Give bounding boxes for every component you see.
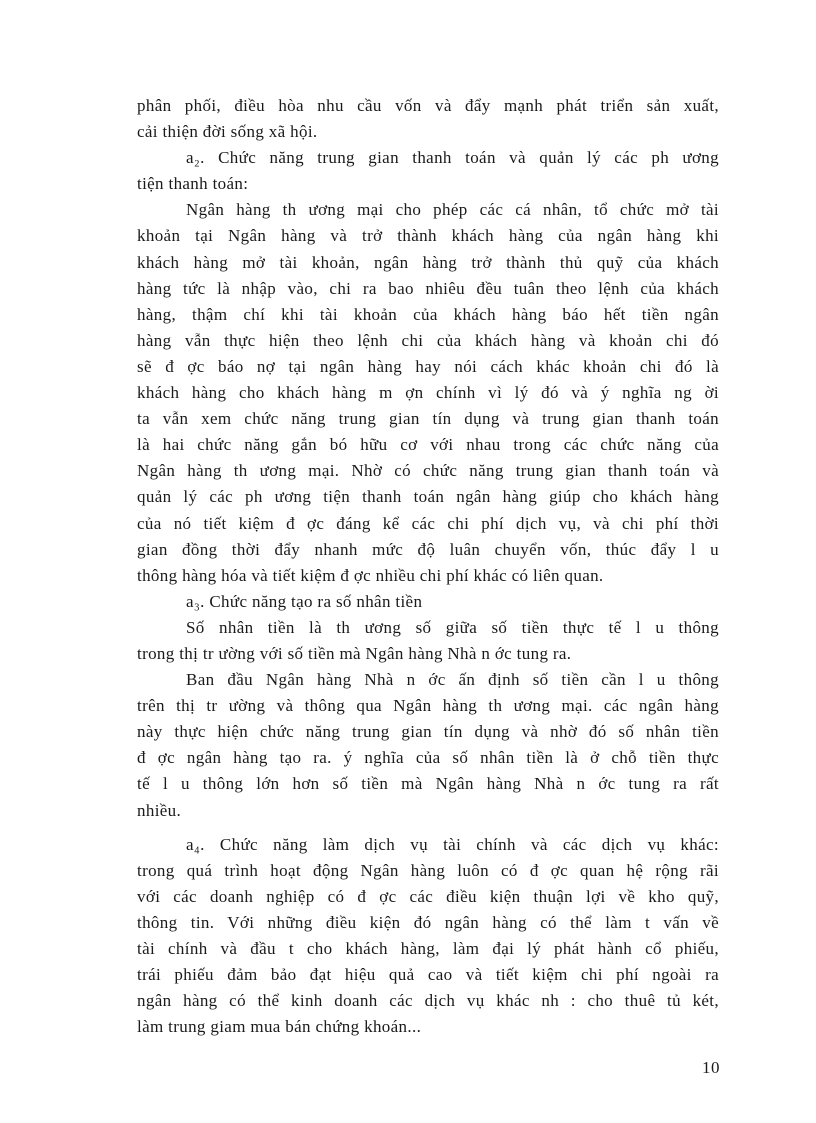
text-line: này thực hiện chức năng trung gian tín dụng và nhờ đó số nhân tiền — [137, 722, 719, 742]
text-line: ta vẫn xem chức năng trung gian tín dụng và trung gian thanh toán — [137, 409, 719, 429]
text-line: a₄. Chức năng làm dịch vụ tài chính và các dịch vụ khác: — [186, 834, 719, 854]
text-line: của nó tiết kiệm đ ợc đáng kể các chi phí dịch vụ, và chi phí thời — [137, 513, 719, 533]
text-line: gian đồng thời đẩy nhanh mức độ luân chuyển vốn, thúc đẩy l u — [137, 539, 719, 559]
text-line: trái phiếu đảm bảo đạt hiệu quả cao và tiết kiệm chi phí ngoài ra — [137, 965, 719, 985]
paragraph-gap — [137, 824, 719, 832]
text-line: khách hàng cho khách hàng m ợn chính vì lý đó và ý nghĩa ng ời — [137, 383, 719, 403]
text-line: hàng vẫn thực hiện theo lệnh chi của khách hàng và khoản chi đó — [137, 330, 719, 350]
text-line: phân phối, điều hòa nhu cầu vốn và đẩy mạnh phát triển sản xuất, — [137, 96, 719, 115]
text-line: a₂. Chức năng trung gian thanh toán và quản lý các ph ương — [186, 148, 719, 168]
body-text — [137, 93, 719, 1040]
text-line: tài chính và đầu t cho khách hàng, làm đại lý phát hành cổ phiếu, — [137, 939, 719, 958]
text-line: thông hàng hóa và tiết kiệm đ ợc nhiều chi phí khác có liên quan. — [137, 565, 604, 585]
text-line: sẽ đ ợc báo nợ tại ngân hàng hay nói cách khác khoản chi đó là — [137, 356, 719, 376]
text-line: tiện thanh toán: — [137, 174, 249, 194]
text-line: Ngân hàng th ương mại. Nhờ có chức năng trung gian thanh toán và — [137, 461, 719, 481]
text-line: đ ợc ngân hàng tạo ra. ý nghĩa của số nhân tiền là ở chỗ tiền thực — [137, 748, 719, 768]
text-line: a₃. Chức năng tạo ra số nhân tiền — [186, 591, 423, 611]
text-line: khoản tại Ngân hàng và trở thành khách hàng của ngân hàng khi — [137, 226, 719, 246]
text-line: khách hàng mở tài khoản, ngân hàng trở thành thủ quỹ của khách — [137, 252, 719, 272]
text-line: là hai chức năng gắn bó hữu cơ với nhau trong các chức năng của — [137, 435, 719, 455]
text-line: hàng tức là nhập vào, chi ra bao nhiêu đều tuân theo lệnh của khách — [137, 278, 719, 298]
text-line: Số nhân tiền là th ương số giữa số tiền thực tế l u thông — [186, 617, 719, 637]
text-line: cải thiện đời sống xã hội. — [137, 122, 318, 142]
text-line: trong thị tr ường với số tiền mà Ngân hàng Nhà n ớc tung ra. — [137, 643, 572, 663]
page-number: 10 — [702, 1058, 720, 1077]
text-line: trên thị tr ường và thông qua Ngân hàng th ương mại. các ngân hàng — [137, 696, 719, 716]
text-line: Ban đầu Ngân hàng Nhà n ớc ấn định số tiền cần l u thông — [186, 670, 719, 690]
text-line: với các doanh nghiệp có đ ợc các điều kiện thuận lợi về kho quỹ, — [137, 886, 719, 906]
text-line: thông tin. Với những điều kiện đó ngân hàng có thể làm t vấn về — [137, 912, 719, 932]
text-line: quản lý các ph ương tiện thanh toán ngân hàng giúp cho khách hàng — [137, 487, 719, 507]
text-line: nhiều. — [137, 800, 182, 820]
text-line: hàng, thậm chí khi tài khoản của khách hàng báo hết tiền ngân — [137, 304, 719, 324]
text-line: Ngân hàng th ương mại cho phép các cá nhân, tổ chức mở tài — [186, 200, 719, 220]
text-line: làm trung giam mua bán chứng khoán... — [137, 1017, 422, 1037]
text-line: ngân hàng có thể kinh doanh các dịch vụ khác nh : cho thuê tủ két, — [137, 991, 719, 1011]
text-line: trong quá trình hoạt động Ngân hàng luôn có đ ợc quan hệ rộng rãi — [137, 860, 719, 880]
text-line: tế l u thông lớn hơn số tiền mà Ngân hàng Nhà n ớc tung ra rất — [137, 774, 719, 794]
